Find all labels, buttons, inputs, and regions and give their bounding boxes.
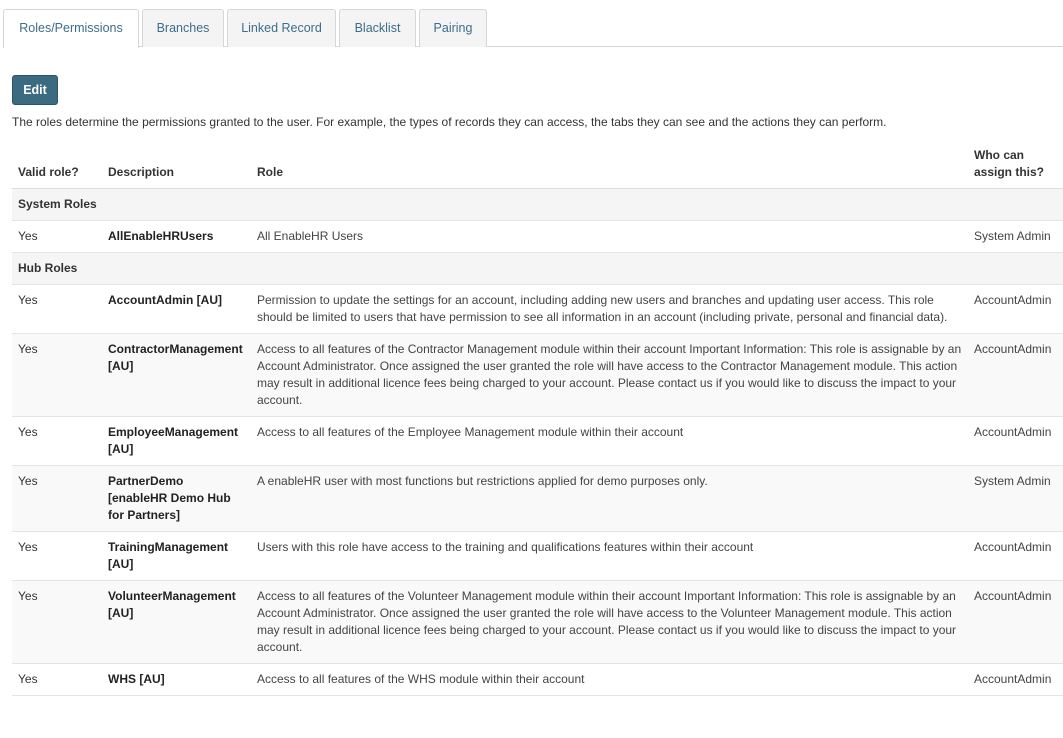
role-name-cell: ContractorManagement [AU] <box>102 334 251 417</box>
header-role: Role <box>251 142 968 189</box>
role-name-cell: WHS [AU] <box>102 664 251 696</box>
tab-pairing[interactable]: Pairing <box>419 9 487 47</box>
role-assigner-cell: System Admin <box>968 221 1063 253</box>
role-assigner-cell: AccountAdmin <box>968 664 1063 696</box>
role-valid-cell: Yes <box>12 581 102 664</box>
header-description: Description <box>102 142 251 189</box>
role-assigner-cell: AccountAdmin <box>968 417 1063 466</box>
role-assigner-cell: AccountAdmin <box>968 581 1063 664</box>
role-name-cell: AccountAdmin [AU] <box>102 285 251 334</box>
role-name-cell: PartnerDemo [enableHR Demo Hub for Partners] <box>102 466 251 532</box>
role-name-cell: EmployeeManagement [AU] <box>102 417 251 466</box>
role-assigner-cell: System Admin <box>968 466 1063 532</box>
role-name-cell: TrainingManagement [AU] <box>102 532 251 581</box>
role-valid-cell: Yes <box>12 664 102 696</box>
role-valid-cell: Yes <box>12 417 102 466</box>
role-group-title: System Roles <box>12 189 1063 221</box>
role-description-cell: Access to all features of the WHS module within their account <box>251 664 968 696</box>
tab-blacklist[interactable]: Blacklist <box>339 9 416 47</box>
role-group-title: Hub Roles <box>12 253 1063 285</box>
roles-table <box>12 142 1063 696</box>
table-row <box>12 221 1063 253</box>
role-description-cell: Users with this role have access to the training and qualifications features within their account <box>251 532 968 581</box>
role-valid-cell: Yes <box>12 285 102 334</box>
edit-button[interactable]: Edit <box>12 75 58 105</box>
role-valid-cell: Yes <box>12 334 102 417</box>
table-row <box>12 417 1063 466</box>
roles-intro-text: The roles determine the permissions granted to the user. For example, the types of records they can access, the tabs they can see and the actions they can perform. <box>12 115 887 129</box>
tab-branches[interactable]: Branches <box>142 9 224 47</box>
table-header-row <box>12 142 1063 189</box>
table-row <box>12 581 1063 664</box>
role-valid-cell: Yes <box>12 221 102 253</box>
role-group-row <box>12 189 1063 221</box>
table-row <box>12 466 1063 532</box>
role-valid-cell: Yes <box>12 532 102 581</box>
header-who-can-assign: Who can assign this? <box>968 142 1063 189</box>
role-name-cell: AllEnableHRUsers <box>102 221 251 253</box>
role-description-cell: All EnableHR Users <box>251 221 968 253</box>
role-description-cell: Access to all features of the Volunteer Management module within their account Important Information: This role is assignable by an Account Administrator. Once assigned the user granted the role will have access to the Volunteer Management module. This action may result in additional licence fees being charged to your account. Please contact us if you would like to discuss the impact to your account. <box>251 581 968 664</box>
role-group-row <box>12 253 1063 285</box>
tab-linked-record[interactable]: Linked Record <box>227 9 336 47</box>
role-description-cell: Access to all features of the Employee Management module within their account <box>251 417 968 466</box>
table-row <box>12 285 1063 334</box>
table-row <box>12 334 1063 417</box>
role-description-cell: Permission to update the settings for an account, including adding new users and branches and updating user access. This role should be limited to users that have permission to see all information in an account (including private, personal and financial data). <box>251 285 968 334</box>
role-assigner-cell: AccountAdmin <box>968 334 1063 417</box>
roles-table-body <box>12 189 1063 696</box>
role-assigner-cell: AccountAdmin <box>968 285 1063 334</box>
header-valid-role: Valid role? <box>12 142 102 189</box>
role-description-cell: A enableHR user with most functions but restrictions applied for demo purposes only. <box>251 466 968 532</box>
table-row <box>12 532 1063 581</box>
role-description-cell: Access to all features of the Contractor Management module within their account Important Information: This role is assignable by an Account Administrator. Once assigned the user granted the role will have access to the Contractor Management module. This action may result in additional licence fees being charged to your account. Please contact us if you would like to discuss the impact to your account. <box>251 334 968 417</box>
table-row <box>12 664 1063 696</box>
tab-roles-permissions[interactable]: Roles/Permissions <box>3 9 139 48</box>
role-name-cell: VolunteerManagement [AU] <box>102 581 251 664</box>
role-valid-cell: Yes <box>12 466 102 532</box>
tab-bar <box>3 9 1063 47</box>
role-assigner-cell: AccountAdmin <box>968 532 1063 581</box>
